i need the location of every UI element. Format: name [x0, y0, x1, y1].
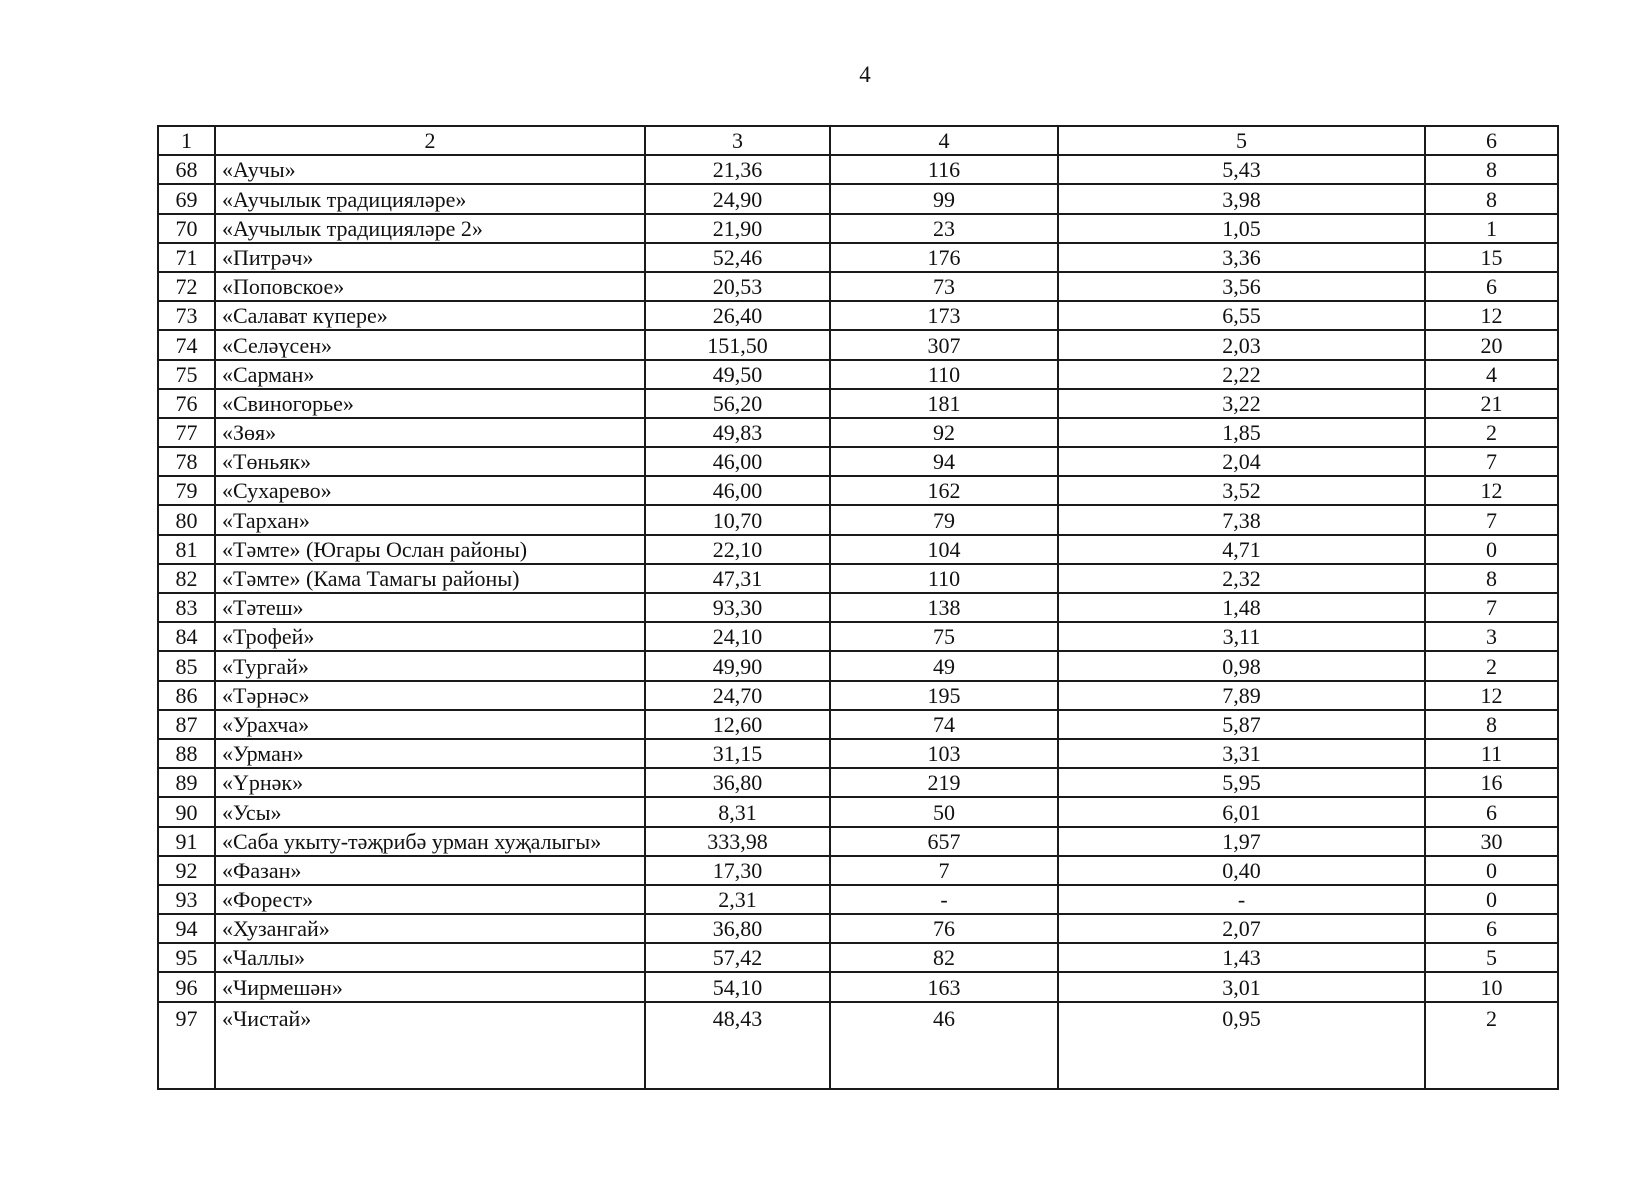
col4-cell: 76: [830, 914, 1058, 943]
row-number-cell: 77: [158, 418, 215, 447]
table-row: [158, 564, 1558, 593]
col5-cell: 2,07: [1058, 914, 1425, 943]
col4-cell: 74: [830, 710, 1058, 739]
col3-cell: 151,50: [645, 330, 830, 359]
col5-cell: 7,89: [1058, 681, 1425, 710]
name-cell: «Тархан»: [215, 505, 645, 534]
col6-cell: 6: [1425, 914, 1558, 943]
col3-cell: 17,30: [645, 856, 830, 885]
col5-cell: -: [1058, 885, 1425, 914]
row-number-cell: 85: [158, 651, 215, 680]
col3-cell: 24,90: [645, 184, 830, 213]
table-row: [158, 505, 1558, 534]
col3-cell: 8,31: [645, 797, 830, 826]
name-cell: «Урман»: [215, 739, 645, 768]
col4-cell: 176: [830, 243, 1058, 272]
col5-cell: 5,43: [1058, 155, 1425, 184]
col5-cell: 3,52: [1058, 476, 1425, 505]
row-number-cell: 87: [158, 710, 215, 739]
col6-cell: 8: [1425, 564, 1558, 593]
table-row: [158, 535, 1558, 564]
table-row: [158, 330, 1558, 359]
col6-cell: 2: [1425, 1002, 1558, 1089]
col3-cell: 31,15: [645, 739, 830, 768]
table-row: [158, 622, 1558, 651]
col5-cell: 0,95: [1058, 1002, 1425, 1089]
col3-cell: 93,30: [645, 593, 830, 622]
table-row: [158, 155, 1558, 184]
name-cell: «Форест»: [215, 885, 645, 914]
table-row: [158, 797, 1558, 826]
name-cell: «Питрәч»: [215, 243, 645, 272]
row-number-cell: 69: [158, 184, 215, 213]
table-row: [158, 739, 1558, 768]
col5-cell: 3,98: [1058, 184, 1425, 213]
col5-cell: 7,38: [1058, 505, 1425, 534]
col5-cell: 3,11: [1058, 622, 1425, 651]
name-cell: «Аучы»: [215, 155, 645, 184]
row-number-cell: 80: [158, 505, 215, 534]
col3-cell: 49,50: [645, 360, 830, 389]
col6-cell: 3: [1425, 622, 1558, 651]
col3-cell: 22,10: [645, 535, 830, 564]
col3-cell: 26,40: [645, 301, 830, 330]
col6-cell: 8: [1425, 710, 1558, 739]
name-cell: «Селәүсен»: [215, 330, 645, 359]
row-number-cell: 90: [158, 797, 215, 826]
row-number-cell: 89: [158, 768, 215, 797]
row-number-cell: 91: [158, 827, 215, 856]
table-row: [158, 360, 1558, 389]
col4-cell: 657: [830, 827, 1058, 856]
name-cell: «Чаллы»: [215, 943, 645, 972]
col3-cell: 20,53: [645, 272, 830, 301]
col6-cell: 16: [1425, 768, 1558, 797]
row-number-cell: 73: [158, 301, 215, 330]
page-number: 4: [859, 62, 871, 87]
col5-cell: 3,31: [1058, 739, 1425, 768]
row-number-cell: 93: [158, 885, 215, 914]
col5-cell: 2,32: [1058, 564, 1425, 593]
col6-cell: 0: [1425, 885, 1558, 914]
name-cell: «Трофей»: [215, 622, 645, 651]
col5-cell: 3,36: [1058, 243, 1425, 272]
col3-cell: 56,20: [645, 389, 830, 418]
col5-cell: 1,97: [1058, 827, 1425, 856]
col3-cell: 24,70: [645, 681, 830, 710]
row-number-cell: 83: [158, 593, 215, 622]
col4-cell: 104: [830, 535, 1058, 564]
col4-cell: 163: [830, 972, 1058, 1001]
table-row: [158, 943, 1558, 972]
header-cell: 4: [830, 126, 1058, 155]
col4-cell: -: [830, 885, 1058, 914]
col6-cell: 12: [1425, 681, 1558, 710]
col5-cell: 4,71: [1058, 535, 1425, 564]
col3-cell: 49,83: [645, 418, 830, 447]
col5-cell: 0,98: [1058, 651, 1425, 680]
row-number-cell: 78: [158, 447, 215, 476]
col4-cell: 110: [830, 564, 1058, 593]
table-row: [158, 272, 1558, 301]
header-cell: 6: [1425, 126, 1558, 155]
name-cell: «Чистай»: [215, 1002, 645, 1089]
row-number-cell: 88: [158, 739, 215, 768]
col4-cell: 116: [830, 155, 1058, 184]
col4-cell: 103: [830, 739, 1058, 768]
table-row: [158, 301, 1558, 330]
col6-cell: 11: [1425, 739, 1558, 768]
col5-cell: 6,55: [1058, 301, 1425, 330]
name-cell: «Тәмте» (Кама Тамагы районы): [215, 564, 645, 593]
col3-cell: 2,31: [645, 885, 830, 914]
table-row: [158, 447, 1558, 476]
row-number-cell: 75: [158, 360, 215, 389]
name-cell: «Усы»: [215, 797, 645, 826]
col4-cell: 49: [830, 651, 1058, 680]
name-cell: «Поповское»: [215, 272, 645, 301]
col3-cell: 21,90: [645, 214, 830, 243]
header-cell: 5: [1058, 126, 1425, 155]
table-row: [158, 389, 1558, 418]
col5-cell: 3,22: [1058, 389, 1425, 418]
col4-cell: 7: [830, 856, 1058, 885]
header-cell: 2: [215, 126, 645, 155]
col3-cell: 47,31: [645, 564, 830, 593]
col3-cell: 36,80: [645, 768, 830, 797]
col4-cell: 162: [830, 476, 1058, 505]
table-row: [158, 885, 1558, 914]
col6-cell: 7: [1425, 447, 1558, 476]
col5-cell: 3,01: [1058, 972, 1425, 1001]
col3-cell: 49,90: [645, 651, 830, 680]
col5-cell: 5,87: [1058, 710, 1425, 739]
name-cell: «Саба укыту-тәҗрибә урман хуҗалыгы»: [215, 827, 645, 856]
col5-cell: 2,04: [1058, 447, 1425, 476]
row-number-cell: 79: [158, 476, 215, 505]
data-table: [157, 125, 1559, 1090]
name-cell: «Аучылык традицияләре»: [215, 184, 645, 213]
col3-cell: 57,42: [645, 943, 830, 972]
row-number-cell: 71: [158, 243, 215, 272]
name-cell: «Төньяк»: [215, 447, 645, 476]
col6-cell: 12: [1425, 476, 1558, 505]
name-cell: «Тәрнәс»: [215, 681, 645, 710]
col5-cell: 2,22: [1058, 360, 1425, 389]
col3-cell: 12,60: [645, 710, 830, 739]
col4-cell: 173: [830, 301, 1058, 330]
col6-cell: 15: [1425, 243, 1558, 272]
table-row: [158, 972, 1558, 1001]
row-number-cell: 72: [158, 272, 215, 301]
row-number-cell: 76: [158, 389, 215, 418]
col6-cell: 12: [1425, 301, 1558, 330]
col6-cell: 2: [1425, 418, 1558, 447]
name-cell: «Тургай»: [215, 651, 645, 680]
col6-cell: 6: [1425, 797, 1558, 826]
col6-cell: 8: [1425, 184, 1558, 213]
col3-cell: 52,46: [645, 243, 830, 272]
row-number-cell: 84: [158, 622, 215, 651]
col6-cell: 0: [1425, 856, 1558, 885]
col5-cell: 6,01: [1058, 797, 1425, 826]
col6-cell: 6: [1425, 272, 1558, 301]
col4-cell: 307: [830, 330, 1058, 359]
row-number-cell: 82: [158, 564, 215, 593]
table-row: [158, 768, 1558, 797]
row-number-cell: 96: [158, 972, 215, 1001]
col4-cell: 79: [830, 505, 1058, 534]
name-cell: «Сарман»: [215, 360, 645, 389]
table-row: [158, 827, 1558, 856]
row-number-cell: 74: [158, 330, 215, 359]
col6-cell: 0: [1425, 535, 1558, 564]
header-row: [158, 126, 1558, 155]
col5-cell: 1,05: [1058, 214, 1425, 243]
col3-cell: 48,43: [645, 1002, 830, 1089]
table-row: [158, 476, 1558, 505]
col6-cell: 8: [1425, 155, 1558, 184]
col6-cell: 1: [1425, 214, 1558, 243]
col4-cell: 73: [830, 272, 1058, 301]
col6-cell: 20: [1425, 330, 1558, 359]
row-number-cell: 94: [158, 914, 215, 943]
col5-cell: 1,48: [1058, 593, 1425, 622]
table-row: [158, 593, 1558, 622]
name-cell: «Аучылык традицияләре 2»: [215, 214, 645, 243]
col4-cell: 99: [830, 184, 1058, 213]
col3-cell: 21,36: [645, 155, 830, 184]
col6-cell: 7: [1425, 505, 1558, 534]
col3-cell: 24,10: [645, 622, 830, 651]
table-body: [158, 126, 1558, 1089]
row-number-cell: 81: [158, 535, 215, 564]
name-cell: «Сухарево»: [215, 476, 645, 505]
table-row: [158, 184, 1558, 213]
header-cell: 3: [645, 126, 830, 155]
col5-cell: 3,56: [1058, 272, 1425, 301]
col4-cell: 92: [830, 418, 1058, 447]
table-row: [158, 243, 1558, 272]
col6-cell: 21: [1425, 389, 1558, 418]
table-row: [158, 856, 1558, 885]
table-row: [158, 418, 1558, 447]
row-number-cell: 97: [158, 1002, 215, 1089]
col6-cell: 10: [1425, 972, 1558, 1001]
col4-cell: 50: [830, 797, 1058, 826]
col4-cell: 219: [830, 768, 1058, 797]
col4-cell: 195: [830, 681, 1058, 710]
row-number-cell: 95: [158, 943, 215, 972]
col4-cell: 110: [830, 360, 1058, 389]
table-row: [158, 214, 1558, 243]
header-cell: 1: [158, 126, 215, 155]
col4-cell: 181: [830, 389, 1058, 418]
col6-cell: 5: [1425, 943, 1558, 972]
row-number-cell: 86: [158, 681, 215, 710]
row-number-cell: 92: [158, 856, 215, 885]
col4-cell: 75: [830, 622, 1058, 651]
col4-cell: 94: [830, 447, 1058, 476]
col4-cell: 138: [830, 593, 1058, 622]
col3-cell: 333,98: [645, 827, 830, 856]
col5-cell: 2,03: [1058, 330, 1425, 359]
col3-cell: 10,70: [645, 505, 830, 534]
col6-cell: 4: [1425, 360, 1558, 389]
row-number-cell: 70: [158, 214, 215, 243]
col5-cell: 1,43: [1058, 943, 1425, 972]
table-row: [158, 681, 1558, 710]
name-cell: «Тәмте» (Югары Ослан районы): [215, 535, 645, 564]
name-cell: «Фазан»: [215, 856, 645, 885]
col3-cell: 46,00: [645, 447, 830, 476]
col5-cell: 5,95: [1058, 768, 1425, 797]
table-row: [158, 710, 1558, 739]
col3-cell: 54,10: [645, 972, 830, 1001]
col3-cell: 46,00: [645, 476, 830, 505]
col6-cell: 2: [1425, 651, 1558, 680]
table-row: [158, 651, 1558, 680]
name-cell: «Хузангай»: [215, 914, 645, 943]
name-cell: «Свиногорье»: [215, 389, 645, 418]
col4-cell: 82: [830, 943, 1058, 972]
table-row: [158, 1002, 1558, 1089]
row-number-cell: 68: [158, 155, 215, 184]
col5-cell: 1,85: [1058, 418, 1425, 447]
col6-cell: 7: [1425, 593, 1558, 622]
name-cell: «Зөя»: [215, 418, 645, 447]
table-row: [158, 914, 1558, 943]
name-cell: «Үрнәк»: [215, 768, 645, 797]
name-cell: «Урахча»: [215, 710, 645, 739]
col4-cell: 23: [830, 214, 1058, 243]
col6-cell: 30: [1425, 827, 1558, 856]
col3-cell: 36,80: [645, 914, 830, 943]
col5-cell: 0,40: [1058, 856, 1425, 885]
col4-cell: 46: [830, 1002, 1058, 1089]
name-cell: «Тәтеш»: [215, 593, 645, 622]
name-cell: «Чирмешән»: [215, 972, 645, 1001]
name-cell: «Салават күпере»: [215, 301, 645, 330]
